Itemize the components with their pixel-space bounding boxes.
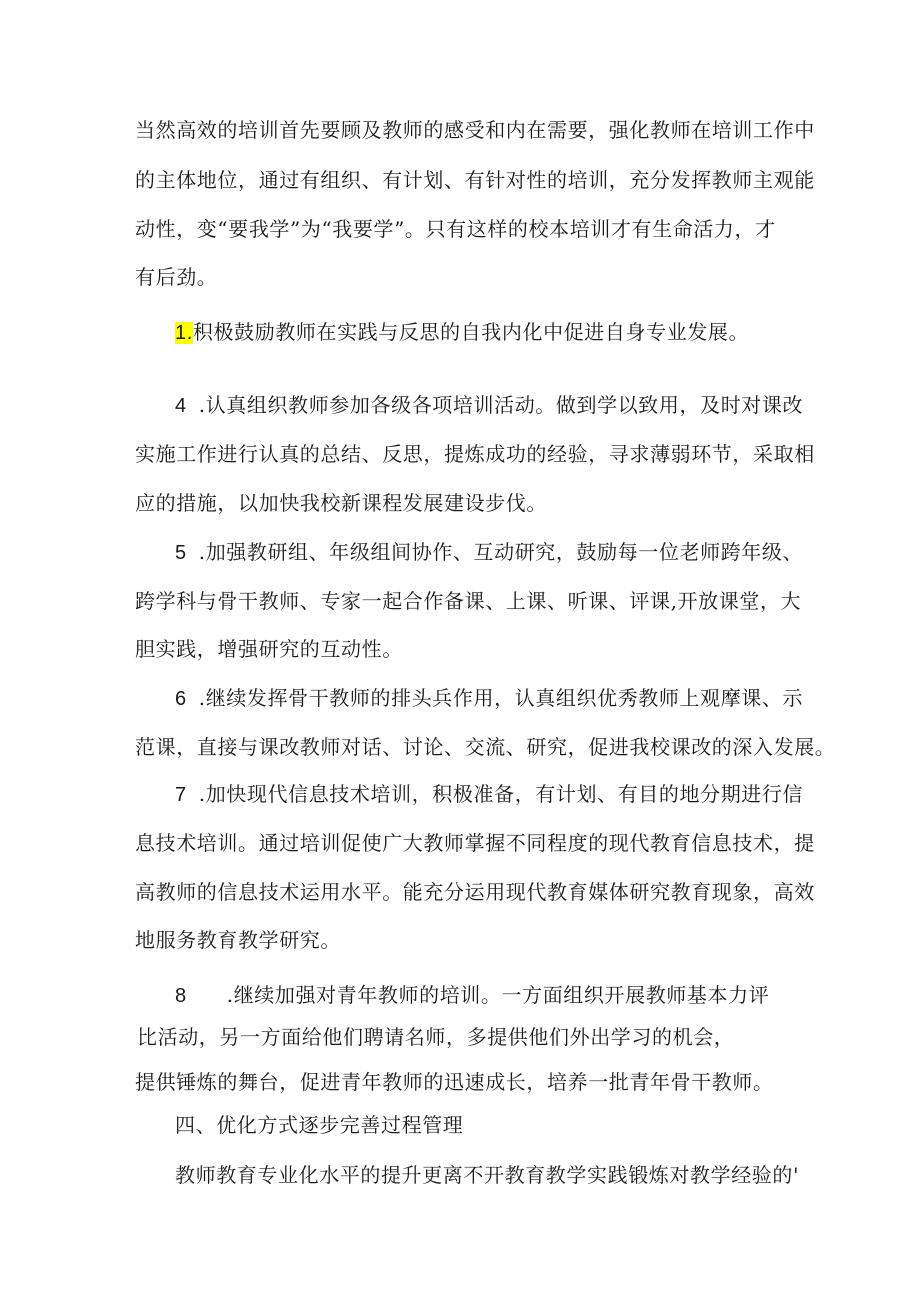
item-8-number: 8 [175,985,187,1007]
item-7-number: 7 [175,784,187,806]
item-1-number: 1. [175,322,193,344]
intro-line-3: 动性，变“要我学”为“我要学”。只有这样的校本培训才有生命活力，才 [135,217,776,241]
item-8-text: .继续加强对青年教师的培训。一方面组织开展教师基本力评 [226,983,770,1007]
item-7-line-1 [175,781,803,808]
item-7-line-4: 地服务教育教学研究。 [135,928,341,952]
item-5-line-3: 胆实践，增强研究的互动性。 [135,637,403,661]
item-5-number: 5 [175,542,187,564]
item-4-line-1 [175,392,803,419]
item-4-line-2: 实施工作进行认真的总结、反思，提炼成功的经验，寻求薄弱环节，采取相 [135,442,815,466]
closing-line: 教师教育专业化水平的提升更离不开教育教学实践锻炼对教学经验的' [175,1163,800,1187]
item-6-number: 6 [175,688,187,710]
item-6-line-2: 范课，直接与课改教师对话、讨论、交流、研究，促进我校课改的深入发展。 [135,735,836,759]
item-1-text: 积极鼓励教师在实践与反思的自我内化中促进自身专业发展。 [192,320,750,344]
item-8-line-1 [175,982,769,1009]
intro-line-4: 有后劲。 [135,265,218,289]
intro-line-1: 当然高效的培训首先要顾及教师的感受和内在需要，强化教师在培训工作中 [135,118,815,142]
item-8-line-2: 比活动，另一方面给他们聘请名师，多提供他们外出学习的机会， [137,1025,735,1049]
section-heading: 四、优化方式逐步完善过程管理 [175,1113,464,1137]
item-5-line-1 [175,539,803,566]
item-8-line-3: 提供锤炼的舞台，促进青年教师的迅速成长，培养一批青年骨干教师。 [135,1070,774,1094]
item-6-text: .继续发挥骨干教师的排头兵作用，认真组织优秀教师上观摩课、示 [198,686,804,710]
item-4-text: .认真组织教师参加各级各项培训活动。做到学以致用，及时对课改 [198,393,804,417]
item-5-line-2: 跨学科与骨干教师、专家一起合作备课、上课、听课、评课,开放课堂，大 [135,589,802,613]
item-4-number: 4 [175,395,187,417]
item-7-line-3: 高教师的信息技术运用水平。能充分运用现代教育媒体研究教育现象，高效 [135,880,815,904]
item-7-text: .加快现代信息技术培训，积极准备，有计划、有目的地分期进行信 [198,782,804,806]
item-6-line-1 [175,685,803,712]
item-1 [175,319,749,346]
item-4-line-3: 应的措施，以加快我校新课程发展建设步伐。 [135,491,547,515]
item-5-text: .加强教研组、年级组间协作、互动研究，鼓励每一位老师跨年级、 [198,540,804,564]
item-7-line-2: 息技术培训。通过培训促使广大教师掌握不同程度的现代教育信息技术，提 [135,831,815,855]
intro-line-2: 的主体地位，通过有组织、有计划、有针对性的培训，充分发挥教师主观能 [135,168,815,192]
